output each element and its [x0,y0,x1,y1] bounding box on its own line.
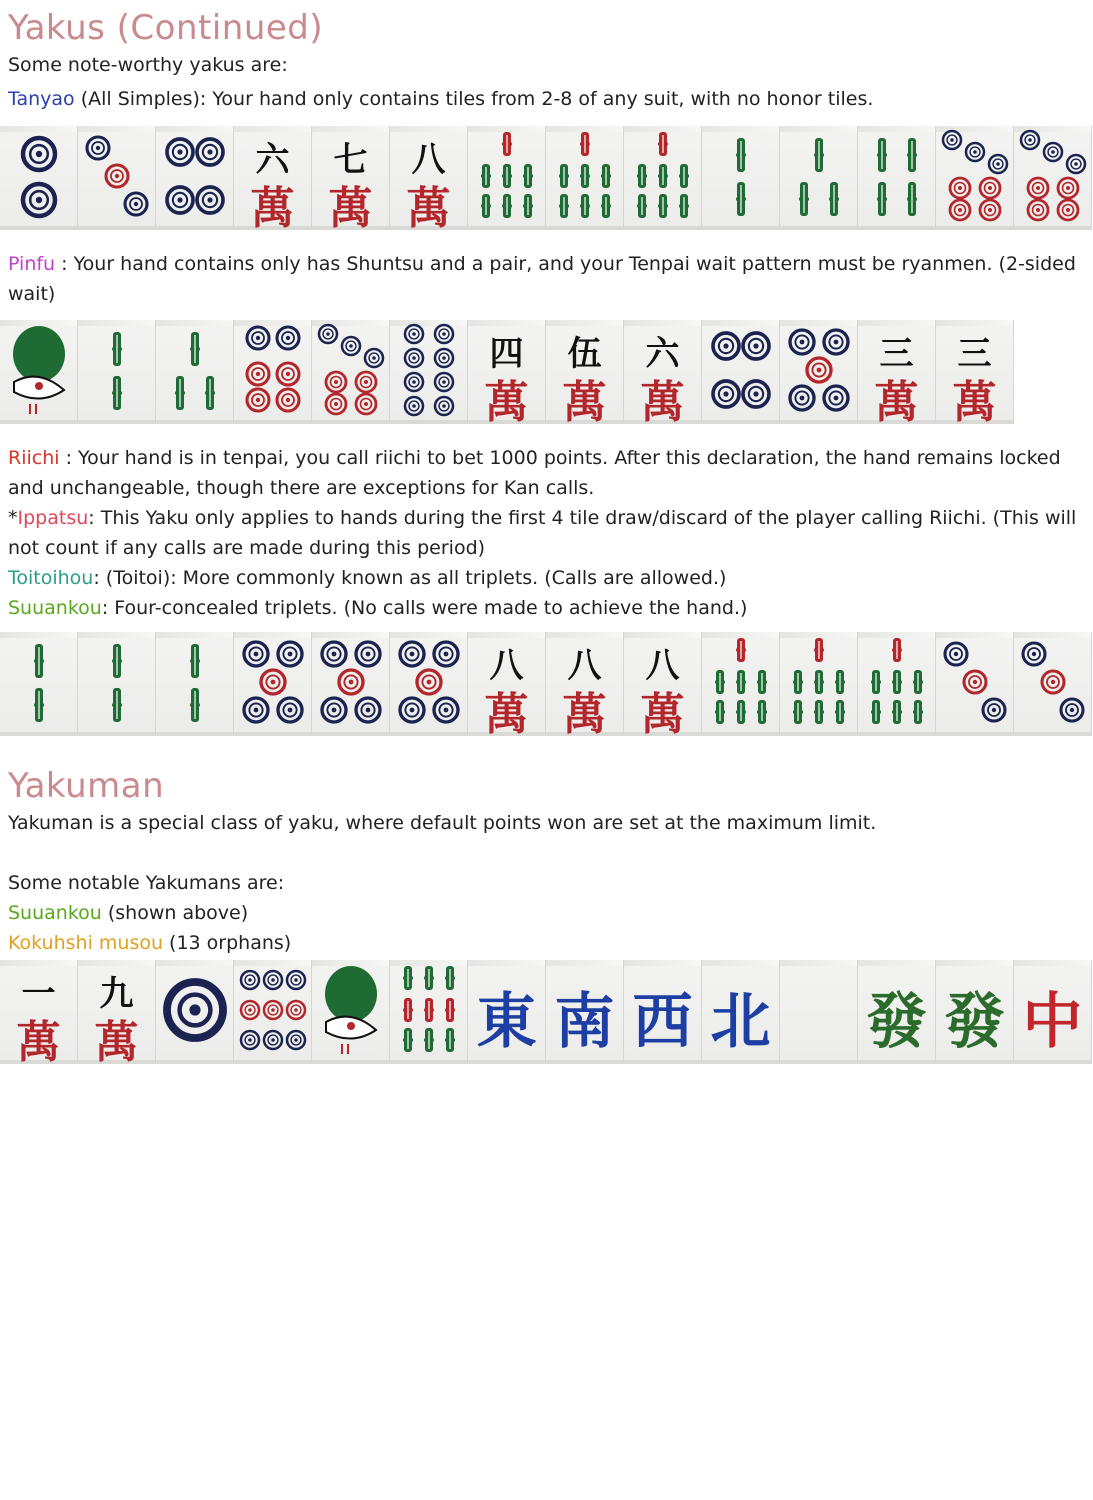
man-tile-3 [858,320,936,428]
pin-tile-7 [312,320,390,424]
suuankou-name: Suuankou [8,597,102,619]
man-tile-1 [0,960,78,1068]
man-suit-glyph: 萬 [562,689,607,740]
pinfu-text: : Your hand contains only has Shuntsu and a pair, and your Tenpai wait pattern must be ryanmen. (2-sided wait) [8,253,1076,305]
ippatsu-prefix: * [8,507,18,529]
sou-tile-1 [312,960,390,1064]
man-suit-glyph: 萬 [94,1017,139,1068]
pin-tile-5 [234,632,312,736]
man-suit-glyph: 萬 [562,377,607,428]
man-number-glyph: 七 [333,140,368,180]
man-suit-glyph: 萬 [328,183,373,234]
ippatsu-text: : This Yaku only applies to hands during the first 4 tile draw/discard of the player calling Riichi. (This will not count if any calls are made during this period) [8,507,1077,559]
man-suit-glyph: 萬 [484,377,529,428]
sou-tile-2 [702,126,780,230]
sou-tile-3 [156,320,234,424]
sou-tile-4 [858,126,936,230]
man-tile-8 [624,632,702,740]
man-number-glyph: 一 [21,974,56,1014]
honor-tile [624,960,702,1064]
honor-glyph: 發 [944,987,1005,1057]
honor-glyph: 南 [554,987,615,1057]
section-title-yakuman: Yakuman [8,766,165,806]
suuankou-yakuman-name: Suuankou [8,902,102,924]
honor-glyph: 發 [866,987,927,1057]
tanyao-description [8,84,1085,114]
notable-yakumans: Some notable Yakumans are: [8,872,285,894]
man-number-glyph: 四 [489,334,524,374]
kokushi-text: (13 orphans) [163,932,292,954]
honor-tile [702,960,780,1064]
honor-glyph: 中 [1022,987,1083,1057]
pin-tile-4 [702,320,780,424]
man-suit-glyph: 萬 [640,689,685,740]
man-tile-6 [624,320,702,428]
ippatsu-name: Ippatsu [17,507,89,529]
pin-tile-9 [234,960,312,1064]
pin-tile-3 [1014,632,1092,736]
pin-tile-8 [390,320,468,424]
man-number-glyph: 六 [255,140,290,180]
pinfu-name: Pinfu [8,253,56,275]
man-tile-5 [546,320,624,428]
man-number-glyph: 三 [879,334,914,374]
toitoihou-description [8,563,1085,593]
pin-tile-1 [156,960,234,1064]
man-suit-glyph: 萬 [952,377,997,428]
man-number-glyph: 伍 [567,334,602,374]
suuankou-yakuman [8,898,1085,928]
pinfu-description [8,249,1085,309]
pinfu-hand [0,320,1093,428]
honor-tile [780,960,858,1064]
sou-tile-2 [78,320,156,424]
man-tile-7 [312,126,390,234]
honor-tile [936,960,1014,1064]
tanyao-text: (All Simples): Your hand only contains tiles from 2-8 of any suit, with no honor tiles. [74,88,874,110]
man-tile-3 [936,320,1014,428]
honor-tile [1014,960,1092,1064]
man-suit-glyph: 萬 [484,689,529,740]
honor-glyph: 北 [710,987,771,1057]
sou-tile-2 [156,632,234,736]
riichi-text: : Your hand is in tenpai, you call riichi to bet 1000 points. After this declaration, the hand remains locked and unchangeable, though there are exceptions for Kan calls. [8,447,1061,499]
riichi-name: Riichi [8,447,60,469]
honor-tile [858,960,936,1064]
sou-tile-9 [390,960,468,1064]
pin-tile-3 [936,632,1014,736]
man-suit-glyph: 萬 [16,1017,61,1068]
sou-tile-2 [0,632,78,736]
man-suit-glyph: 萬 [874,377,919,428]
tanyao-name: Tanyao [8,88,75,110]
sou-tile-7 [858,632,936,736]
pin-tile-7 [1014,126,1092,230]
pin-tile-6 [234,320,312,424]
sou-tile-2 [78,632,156,736]
honor-glyph: 東 [476,987,537,1057]
man-tile-4 [468,320,546,428]
honor-glyph: 西 [632,987,693,1057]
man-number-glyph: 九 [99,974,134,1014]
pin-tile-7 [936,126,1014,230]
man-number-glyph: 八 [567,646,602,686]
suuankou-hand [0,632,1093,740]
man-suit-glyph: 萬 [250,183,295,234]
man-tile-6 [234,126,312,234]
man-suit-glyph: 萬 [640,377,685,428]
man-number-glyph: 八 [411,140,446,180]
man-tile-8 [546,632,624,740]
honor-tile [546,960,624,1064]
pin-tile-5 [312,632,390,736]
man-number-glyph: 六 [645,334,680,374]
section-title-yakus: Yakus (Continued) [8,8,324,48]
sou-tile-7 [546,126,624,230]
ippatsu-description [8,503,1085,563]
man-tile-9 [78,960,156,1068]
sou-tile-7 [702,632,780,736]
pin-tile-4 [156,126,234,230]
toitoihou-text: : (Toitoi): More commonly known as all triplets. (Calls are allowed.) [93,567,727,589]
kokushi-hand [0,960,1093,1068]
sou-tile-7 [468,126,546,230]
sou-tile-3 [780,126,858,230]
kokushi-name: Kokuhshi musou [8,932,164,954]
man-number-glyph: 八 [489,646,524,686]
tanyao-hand [0,126,1093,234]
man-number-glyph: 三 [957,334,992,374]
intro-text: Some note-worthy yakus are: [8,54,288,76]
suuankou-description [8,593,1085,623]
pin-tile-3 [78,126,156,230]
pin-tile-2 [0,126,78,230]
riichi-description [8,443,1085,503]
sou-tile-7 [624,126,702,230]
honor-tile [468,960,546,1064]
man-number-glyph: 八 [645,646,680,686]
sou-tile-7 [780,632,858,736]
sou-tile-1 [0,320,78,424]
man-suit-glyph: 萬 [406,183,451,234]
pin-tile-5 [390,632,468,736]
toitoihou-name: Toitoihou [8,567,94,589]
yakuman-intro: Yakuman is a special class of yaku, where default points won are set at the maximum limit. [8,812,877,834]
suuankou-text: : Four-concealed triplets. (No calls were made to achieve the hand.) [101,597,748,619]
suuankou-yakuman-text: (shown above) [101,902,249,924]
man-tile-8 [468,632,546,740]
pin-tile-5 [780,320,858,424]
man-tile-8 [390,126,468,234]
kokushi-yakuman [8,928,1085,958]
